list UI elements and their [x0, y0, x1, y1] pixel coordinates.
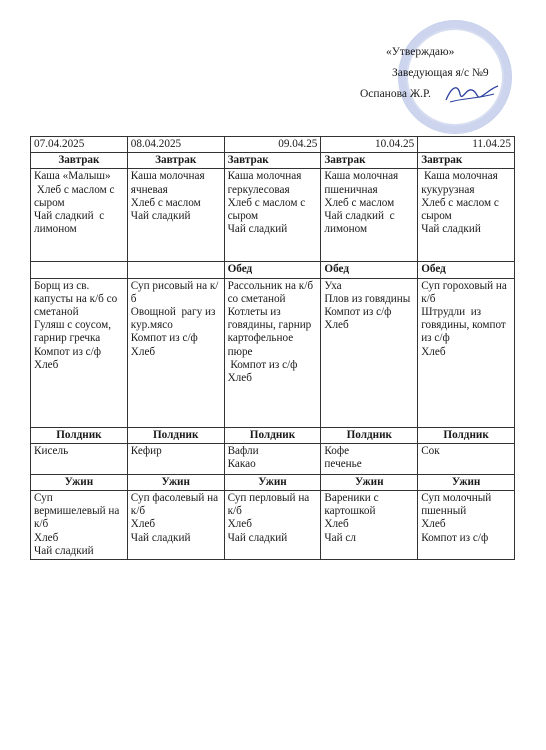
dish-line: Хлеб [421, 345, 446, 358]
dish-line: Котлеты из говядины, гарнир картофельное пюре [227, 306, 315, 358]
menu-cell [418, 443, 515, 474]
dish-line: Компот из с/ф [34, 345, 102, 358]
snack-row [31, 443, 515, 474]
date-cell-2: 08.04.2025 [127, 137, 224, 153]
dish-line: Суп фасолевый на к/б [130, 492, 221, 518]
dish-line: Суп гороховый на к/б [421, 279, 510, 305]
date-cell-3: 09.04.25 [224, 137, 321, 153]
meal-header: Завтрак [31, 153, 128, 169]
dish-line: Хлеб с маслом с сыром [227, 196, 309, 223]
menu-cell [127, 443, 224, 474]
date-cell-5: 11.04.25 [418, 137, 515, 153]
meal-header: Ужин [224, 474, 321, 490]
dish-line: Компот из с/ф [130, 332, 198, 345]
dish-line: Хлеб [130, 518, 156, 531]
dish-line: Штрудли из говядины, компот из с/ф [421, 306, 509, 345]
lunch-header-row [31, 262, 515, 278]
dish-line: Каша «Малыш» [34, 170, 111, 183]
menu-table [30, 136, 515, 560]
dish-line: Каша молочная геркулесовая [227, 170, 305, 196]
signature-icon [442, 80, 502, 106]
menu-cell [127, 491, 224, 560]
dinner-row [31, 491, 515, 560]
date-cell-4: 10.04.25 [321, 137, 418, 153]
dish-line: Чай сладкий [130, 210, 191, 223]
menu-cell [418, 169, 515, 262]
dish-line: Уха [324, 279, 342, 292]
menu-cell [224, 443, 321, 474]
dish-line: Хлеб [324, 518, 349, 531]
meal-header: Ужин [127, 474, 224, 490]
meal-header: Ужин [321, 474, 418, 490]
dish-line: Компот из с/ф [227, 358, 298, 371]
meal-header: Завтрак [321, 153, 418, 169]
dish-line: Каша молочная пшеничная [324, 170, 401, 196]
date-row [31, 137, 515, 153]
dish-line: Плов из говядины [324, 292, 411, 305]
dish-line: Чай сладкий [227, 531, 288, 544]
dish-line: Каша молочная кукурузная [421, 170, 501, 196]
menu-cell [224, 278, 321, 427]
meal-header: Полдник [224, 427, 321, 443]
dish-line: Кефир [130, 444, 162, 457]
approval-title: «Утверждаю» [386, 46, 455, 58]
approval-name: Оспанова Ж.Р. [360, 88, 431, 100]
menu-cell [31, 491, 128, 560]
meal-header: Завтрак [224, 153, 321, 169]
meal-header: Завтрак [127, 153, 224, 169]
meal-header [127, 262, 224, 278]
meal-header: Ужин [418, 474, 515, 490]
dish-line: Чай сладкий с лимоном [324, 210, 398, 236]
menu-cell [31, 278, 128, 427]
dish-line: Хлеб [227, 518, 252, 531]
menu-cell [321, 278, 418, 427]
dish-line: со сметаной [227, 292, 286, 305]
dish-line: Чай сл [324, 531, 356, 544]
menu-cell [224, 169, 321, 262]
snack-header-row [31, 427, 515, 443]
meal-header [31, 262, 128, 278]
dish-line: Кисель [34, 444, 69, 457]
dish-line: Каша молочная ячневая [130, 170, 208, 196]
meal-header: Завтрак [418, 153, 515, 169]
menu-cell [321, 443, 418, 474]
dish-line: Рассольник на к/б [227, 279, 314, 292]
menu-cell [127, 169, 224, 262]
dish-line: Хлеб [324, 319, 349, 332]
menu-cell [321, 169, 418, 262]
meal-header: Полдник [127, 427, 224, 443]
meal-header: Полдник [418, 427, 515, 443]
dish-line: Вареники с картошкой [324, 492, 382, 518]
menu-cell [418, 278, 515, 427]
menu-cell [321, 491, 418, 560]
breakfast-row [31, 169, 515, 262]
meal-header: Обед [418, 262, 515, 278]
breakfast-header-row [31, 153, 515, 169]
dish-line: Чай сладкий [421, 223, 481, 236]
meal-header: Полдник [321, 427, 418, 443]
menu-cell [31, 169, 128, 262]
dish-line: Суп молочный пшенный [421, 492, 495, 518]
dish-line: Гуляш с соусом, гарнир гречка [34, 319, 114, 345]
meal-header: Ужин [31, 474, 128, 490]
menu-cell [418, 491, 515, 560]
dish-line: Суп рисовый на к/б [130, 279, 219, 305]
dish-line: Суп перловый на к/б [227, 492, 313, 518]
dish-line: Хлеб [34, 531, 59, 544]
dish-line: Хлеб [130, 345, 156, 358]
dish-line: Кофе [324, 444, 350, 457]
dish-line: Овощной рагу из кур.мясо [130, 306, 219, 332]
dish-line: Чай сладкий с лимоном [34, 210, 107, 236]
dish-line: Борщ из св. капусты на к/б со сметаной [34, 279, 120, 319]
menu-cell [31, 443, 128, 474]
dish-line: Хлеб с маслом [324, 196, 395, 209]
dish-line: Какао [227, 458, 256, 471]
meal-header: Обед [224, 262, 321, 278]
dish-line: Чай сладкий [227, 223, 288, 236]
dish-line: Хлеб [34, 358, 59, 371]
dish-line: Сок [421, 444, 440, 457]
approval-position: Заведующая я/с №9 [392, 67, 489, 79]
dish-line: Хлеб [227, 372, 252, 385]
dish-line: Компот из с/ф [324, 306, 392, 319]
dish-line: Вафли [227, 444, 259, 457]
dish-line: печенье [324, 458, 362, 471]
dish-line: Хлеб с маслом с сыром [34, 183, 118, 209]
menu-cell [127, 278, 224, 427]
dish-line: Хлеб с маслом [130, 196, 201, 209]
meal-header: Полдник [31, 427, 128, 443]
dish-line: Компот из с/ф [421, 531, 489, 544]
date-cell-1: 07.04.2025 [31, 137, 128, 153]
dish-line: Хлеб с маслом с сыром [421, 196, 502, 223]
lunch-row [31, 278, 515, 427]
meal-header: Обед [321, 262, 418, 278]
menu-cell [224, 491, 321, 560]
dish-line: Чай сладкий [130, 531, 191, 544]
dinner-header-row [31, 474, 515, 490]
dish-line: Хлеб [421, 518, 446, 531]
dish-line: Чай сладкий [34, 544, 94, 557]
dish-line: Суп вермишелевый на к/б [34, 492, 123, 531]
